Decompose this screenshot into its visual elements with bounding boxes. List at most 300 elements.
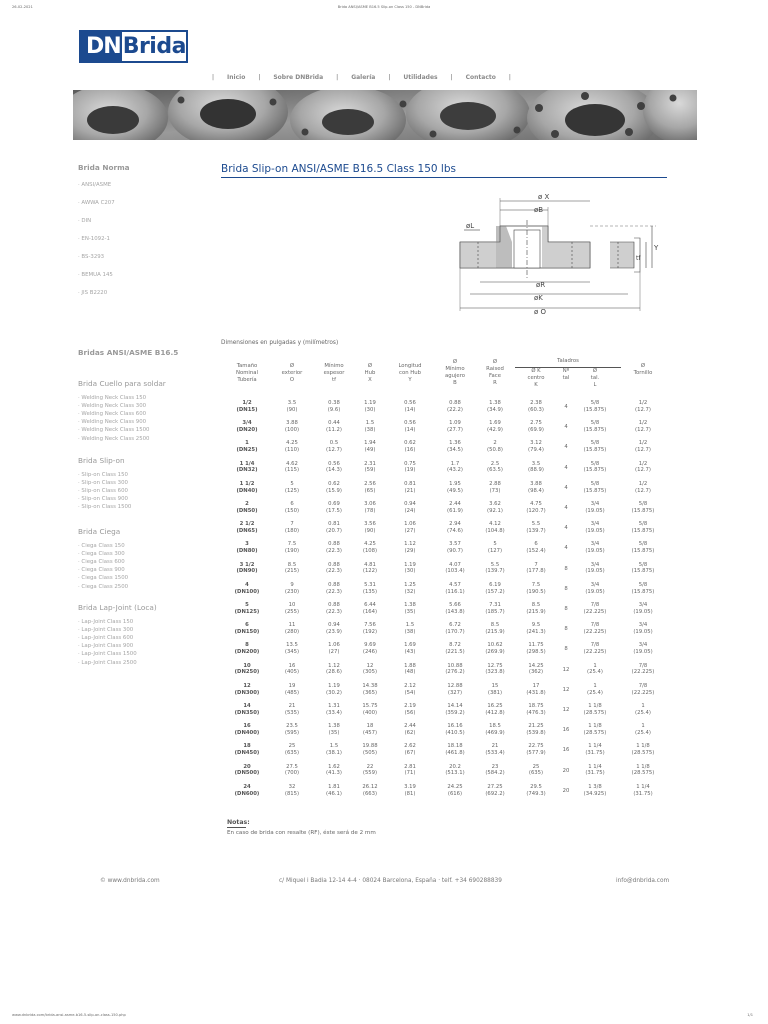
cell-value: (170.7) <box>445 629 465 636</box>
sidebar-link-norma[interactable]: · BEMUA 145 <box>78 272 113 278</box>
cell-value: (25.4) <box>635 730 651 737</box>
table-cell <box>476 743 514 757</box>
cell-value: (88.9) <box>528 467 544 474</box>
cell-value: 4 <box>564 404 568 410</box>
cell-value: (23.9) <box>326 629 342 636</box>
nominal-size-cell <box>225 743 269 757</box>
cell-value: (DN15) <box>236 406 258 413</box>
cell-value: 0.62 <box>404 440 416 447</box>
cell-value: 0.75 <box>404 460 416 467</box>
sidebar-link[interactable]: · Ciega Class 600 <box>78 559 125 566</box>
sidebar-link[interactable]: · Lap-Joint Class 1500 <box>78 651 137 658</box>
cell-value: 1 1/4 <box>588 743 602 750</box>
cell-value: (12.7) <box>635 447 651 454</box>
table-cell <box>559 646 573 653</box>
cell-value: 26.12 <box>362 783 378 790</box>
cell-value: 1 1/4 <box>588 763 602 770</box>
sidebar-link[interactable]: · Welding Neck Class 300 <box>78 403 147 410</box>
cell-value: 1.19 <box>328 682 340 689</box>
sidebar-link[interactable]: · Welding Neck Class 600 <box>78 411 147 418</box>
cell-value: (305) <box>362 669 378 676</box>
cell-value: 27.5 <box>286 763 298 770</box>
cell-value: 18.75 <box>528 703 544 709</box>
cell-value: (150) <box>284 507 300 514</box>
cell-value: (19.05) <box>585 507 605 514</box>
cell-value: 0.88 <box>328 561 340 568</box>
banner-image <box>73 90 697 140</box>
nav-link[interactable]: Contacto <box>465 74 496 81</box>
table-cell <box>392 784 428 798</box>
table-cell <box>515 521 557 535</box>
sidebar-section-title[interactable]: Brida Cuello para soldar <box>78 379 166 388</box>
column-header-line: espesor <box>323 370 345 377</box>
sidebar-link[interactable]: · Ciega Class 150 <box>78 543 125 549</box>
table-cell <box>575 784 615 798</box>
table-cell <box>275 541 309 555</box>
column-header-line: Ø <box>367 363 373 369</box>
cell-value: (152.4) <box>526 548 546 555</box>
table-cell <box>623 743 663 757</box>
cell-value: 1 <box>641 723 645 730</box>
table-cell <box>275 723 309 737</box>
nominal-size-cell <box>225 440 269 454</box>
table-cell <box>435 723 475 737</box>
sidebar-link[interactable]: · Lap-Joint Class 150 <box>78 619 134 625</box>
sidebar-link-norma[interactable]: · DIN <box>78 218 92 224</box>
cell-value: 3/4 <box>638 602 648 608</box>
cell-value: (9.6) <box>327 406 341 413</box>
cell-value: (108) <box>362 548 378 555</box>
cell-value: 1.36 <box>449 440 461 447</box>
cell-value: 21 <box>491 743 499 750</box>
column-header-line: X <box>368 377 372 384</box>
cell-value: 1 1/8 <box>588 723 602 730</box>
column-header <box>575 368 615 389</box>
cell-value: (359.2) <box>445 709 465 716</box>
table-cell <box>275 481 309 495</box>
cell-value: 18 <box>366 723 374 730</box>
table-cell <box>515 703 557 717</box>
table-cell <box>317 663 351 677</box>
sidebar-link[interactable]: · Ciega Class 900 <box>78 567 125 574</box>
table-cell <box>575 481 615 495</box>
table-cell <box>559 525 573 532</box>
sidebar-section-title[interactable]: Brida Slip-on <box>78 456 125 465</box>
sidebar-link-norma[interactable]: · AWWA C207 <box>78 200 115 206</box>
nav-separator: | <box>258 74 261 81</box>
column-header-line: Nº <box>562 368 570 374</box>
sidebar-section-title[interactable]: Brida Ciega <box>78 527 121 536</box>
cell-value: 3/4 <box>590 501 600 507</box>
sidebar-link[interactable]: · Lap-Joint Class 2500 <box>78 659 137 666</box>
cell-value: (190.5) <box>526 588 546 595</box>
cell-value: (700) <box>284 770 300 777</box>
cell-value: 1.81 <box>328 783 340 790</box>
cell-value: 4.75 <box>530 501 542 507</box>
cell-value: 1.38 <box>328 723 340 730</box>
cell-value: (276.2) <box>445 669 465 676</box>
cell-value: (25.4) <box>587 669 603 676</box>
cell-value: (DN20) <box>236 427 258 434</box>
table-cell <box>392 764 428 778</box>
cell-value: (143.8) <box>445 608 465 615</box>
cell-value: 32 <box>288 783 296 790</box>
cell-value: 1/2 <box>242 400 252 406</box>
cell-value: 5/8 <box>590 480 600 487</box>
cell-value: 1.19 <box>364 400 376 406</box>
sidebar-link[interactable]: · Lap-Joint Class 600 <box>78 635 134 642</box>
cell-value: 0.94 <box>328 622 340 629</box>
cell-value: (50.8) <box>487 447 503 454</box>
table-cell <box>476 481 514 495</box>
table-cell <box>515 663 557 677</box>
nav-link[interactable]: Sobre DNBrida <box>273 74 324 81</box>
cell-value: 2.12 <box>404 682 416 689</box>
cell-value: 2.94 <box>449 521 461 528</box>
sidebar-link[interactable]: · Slip-on Class 300 <box>78 480 128 487</box>
sidebar-link[interactable]: · Ciega Class 1500 <box>78 575 129 582</box>
cell-value: 0.44 <box>328 420 340 427</box>
cell-value: 7/8 <box>638 682 648 689</box>
table-cell <box>559 566 573 573</box>
cell-value: 2.75 <box>530 420 542 427</box>
table-cell <box>575 642 615 656</box>
cell-value: 1.25 <box>404 581 416 588</box>
nominal-size-cell <box>225 420 269 434</box>
cell-value: (17.5) <box>326 507 342 514</box>
cell-value: 4.12 <box>489 521 501 528</box>
column-header-line: L <box>593 382 597 389</box>
cell-value: 4 <box>564 444 568 451</box>
cell-value: (215) <box>284 568 300 575</box>
cell-value: 7.5 <box>287 541 297 548</box>
cell-value: 3/4 <box>590 521 600 528</box>
table-cell <box>317 743 351 757</box>
cell-value: 1.19 <box>404 561 416 568</box>
cell-value: 0.56 <box>404 420 416 427</box>
cell-value: (476.3) <box>526 709 546 716</box>
cell-value: 1 1/8 <box>636 743 650 750</box>
table-cell <box>575 703 615 717</box>
table-cell <box>623 683 663 697</box>
table-cell <box>435 602 475 616</box>
nominal-size-cell <box>225 481 269 495</box>
cell-value: 19.88 <box>362 743 378 750</box>
cell-value: 3.06 <box>364 501 376 507</box>
table-cell <box>317 541 351 555</box>
cell-value: (79.4) <box>528 447 544 454</box>
footer-copyright[interactable]: © www.dnbrida.com <box>100 878 160 884</box>
table-cell <box>623 521 663 535</box>
cell-value: 1.06 <box>328 642 340 649</box>
cell-value: 4 <box>564 484 568 491</box>
table-cell <box>623 501 663 515</box>
cell-value: 9.69 <box>364 642 376 649</box>
sidebar-link-norma[interactable]: · EN-1092-1 <box>78 236 110 242</box>
cell-value: 4 <box>564 545 568 552</box>
cell-value: 3.5 <box>531 460 541 467</box>
cell-value: (692.2) <box>485 790 505 797</box>
column-header-line: Ø <box>452 359 458 365</box>
cell-value: (92.1) <box>487 507 503 514</box>
cell-value: (90.7) <box>447 548 463 555</box>
cell-value: (74.6) <box>447 528 463 535</box>
cell-value: (22.3) <box>326 588 342 595</box>
nav-separator: | <box>212 74 215 81</box>
cell-value: 5 <box>290 480 294 487</box>
sidebar-link[interactable]: · Slip-on Class 1500 <box>78 504 132 511</box>
cell-value: (22.225) <box>583 629 607 636</box>
table-cell <box>392 400 428 414</box>
cell-value: 16 <box>562 727 570 734</box>
column-header-line: Ø <box>592 368 598 374</box>
cell-value: 3/4 <box>590 541 600 548</box>
cell-value: 5.66 <box>449 602 461 608</box>
cell-value: 5 <box>245 602 249 608</box>
table-cell <box>559 485 573 492</box>
column-header <box>275 363 309 384</box>
table-cell <box>559 545 573 552</box>
column-header <box>392 363 428 384</box>
dnbrida-logo[interactable] <box>79 30 188 63</box>
cell-value: (59) <box>364 467 376 474</box>
cell-value: (90) <box>364 528 376 535</box>
column-header-line: Y <box>408 377 412 384</box>
cell-value: (21) <box>404 487 416 494</box>
column-header-line: Longitud <box>398 363 422 369</box>
cell-value: 0.56 <box>404 400 416 406</box>
nav-link[interactable]: Inicio <box>227 74 246 81</box>
cell-value: (15.875) <box>631 507 655 514</box>
table-cell <box>575 582 615 596</box>
cell-value: (345) <box>284 649 300 656</box>
sidebar-link-norma[interactable]: · JIS B2220 <box>78 290 108 296</box>
cell-value: (533.4) <box>485 750 505 757</box>
cell-value: 7/8 <box>638 662 648 669</box>
table-cell <box>623 622 663 636</box>
cell-value: (34.5) <box>447 447 463 454</box>
cell-value: 27.25 <box>487 783 503 790</box>
table-cell <box>515 622 557 636</box>
cell-value: 13.5 <box>286 642 298 649</box>
cell-value: (104.8) <box>485 528 505 535</box>
cell-value: (30) <box>404 568 416 575</box>
column-header-line: Tamaño <box>236 363 258 369</box>
cell-value: 16 <box>562 747 570 754</box>
table-cell <box>623 562 663 576</box>
table-cell <box>435 642 475 656</box>
table-cell <box>355 562 385 576</box>
cell-value: (DN125) <box>234 608 260 615</box>
cell-value: (298.5) <box>526 649 546 656</box>
table-cell <box>623 663 663 677</box>
table-cell <box>275 602 309 616</box>
nominal-size-cell <box>225 642 269 656</box>
cell-value: (164) <box>362 608 378 615</box>
cell-value: 1.94 <box>364 440 376 447</box>
cell-value: (35) <box>404 608 416 615</box>
cell-value: 1.38 <box>404 602 416 608</box>
cell-value: (30) <box>364 406 376 413</box>
sidebar-link-norma[interactable]: · BS-3293 <box>78 254 105 260</box>
print-url: www.dnbrida.com/brida-ansi-asme-b16-5-slip-on-class-150.php <box>12 1013 126 1017</box>
table-cell <box>392 420 428 434</box>
sidebar-link[interactable]: · Slip-on Class 600 <box>78 488 128 495</box>
table-cell <box>559 788 573 795</box>
cell-value: (22.2) <box>447 406 463 413</box>
table-cell <box>623 461 663 475</box>
table-cell <box>435 420 475 434</box>
cell-value: (115) <box>284 467 300 474</box>
cell-value: (221.5) <box>445 649 465 656</box>
cell-value: 1.12 <box>404 541 416 548</box>
sidebar-link[interactable]: · Lap-Joint Class 300 <box>78 627 134 634</box>
table-cell <box>476 420 514 434</box>
cell-value: 15.75 <box>362 703 378 709</box>
column-header <box>476 359 514 388</box>
sidebar-link[interactable]: · Slip-on Class 150 <box>78 472 128 478</box>
nav-separator: | <box>450 74 453 81</box>
cell-value: (177.8) <box>526 568 546 575</box>
cell-value: 0.38 <box>328 400 340 406</box>
cell-value: (28.575) <box>631 770 655 777</box>
table-cell <box>275 622 309 636</box>
cell-value: (DN100) <box>234 588 260 595</box>
cell-value: (22.225) <box>631 689 655 696</box>
cell-value: (22.3) <box>326 548 342 555</box>
table-cell <box>435 521 475 535</box>
cell-value: 1.88 <box>404 662 416 669</box>
column-header <box>435 359 475 388</box>
cell-value: (15.875) <box>631 568 655 575</box>
column-header-line: Nominal <box>236 370 258 377</box>
table-cell <box>476 784 514 798</box>
cell-value: 11.75 <box>528 642 544 649</box>
cell-value: 4 <box>564 505 568 511</box>
cell-value: (120.7) <box>526 507 546 514</box>
cell-value: (19.05) <box>585 528 605 535</box>
column-header-line: agujero <box>445 373 465 380</box>
cell-value: 20 <box>562 787 570 794</box>
table-cell <box>435 541 475 555</box>
footer-email[interactable]: info@dnbrida.com <box>616 878 670 884</box>
cell-value: (280) <box>284 629 300 636</box>
sidebar-link[interactable]: · Welding Neck Class 2500 <box>78 435 150 442</box>
table-cell <box>559 707 573 714</box>
cell-value: (15.875) <box>631 528 655 535</box>
cell-value: 1/2 <box>638 420 648 427</box>
sidebar-link[interactable]: · Welding Neck Class 150 <box>78 395 147 401</box>
sidebar-link[interactable]: · Welding Neck Class 900 <box>78 419 147 426</box>
cell-value: 6.72 <box>449 622 461 629</box>
cell-value: (DN250) <box>234 669 260 676</box>
cell-value: 4 <box>564 525 568 532</box>
cell-value: (410.5) <box>445 730 465 737</box>
table-cell <box>392 703 428 717</box>
footer-address: c/ Miquel i Badia 12-14 4-4 · 08024 Barcelona, España · telf. +34 690288839 <box>279 878 502 884</box>
table-cell <box>515 501 557 515</box>
cell-value: (15.9) <box>326 487 342 494</box>
table-cell <box>575 683 615 697</box>
nav-link[interactable]: Galería <box>351 74 376 81</box>
cell-value: 4 <box>245 581 249 588</box>
table-cell <box>575 602 615 616</box>
cell-value: (365) <box>362 689 378 696</box>
column-header-line: Ø K <box>531 368 541 374</box>
cell-value: 1 1/4 <box>636 783 650 790</box>
table-cell <box>392 743 428 757</box>
sidebar-link[interactable]: · Ciega Class 300 <box>78 551 125 558</box>
dimensions-caption: Dimensiones en pulgadas y (milímetros) <box>221 340 339 346</box>
table-cell <box>355 521 385 535</box>
cell-value: 5/8 <box>638 521 648 528</box>
cell-value: (DN400) <box>234 730 260 737</box>
cell-value: (DN90) <box>236 568 258 575</box>
cell-value: 5 <box>493 541 497 548</box>
column-header-line: Mínimo <box>445 366 465 373</box>
cell-value: (15.875) <box>631 588 655 595</box>
sidebar-link[interactable]: · Ciega Class 2500 <box>78 583 129 590</box>
cell-value: (DN32) <box>236 467 258 474</box>
cell-value: (34.925) <box>583 790 607 797</box>
cell-value: 8 <box>564 626 568 633</box>
cell-value: 0.94 <box>404 501 416 507</box>
cell-value: (323.8) <box>485 669 505 676</box>
table-cell <box>559 687 573 694</box>
cell-value: (33.4) <box>326 709 342 716</box>
cell-value: (616) <box>447 790 463 797</box>
nominal-size-cell <box>225 784 269 798</box>
cell-value: (34.9) <box>487 406 503 413</box>
column-header-line: Ø <box>640 363 646 369</box>
table-cell <box>476 723 514 737</box>
cell-value: 4.62 <box>286 460 298 467</box>
column-header-line: con Hub <box>399 370 421 377</box>
nav-link[interactable]: Utilidades <box>403 74 438 81</box>
cell-value: 8.5 <box>287 561 297 568</box>
table-cell <box>275 440 309 454</box>
sidebar-link[interactable]: · Welding Neck Class 1500 <box>78 427 150 434</box>
sidebar-section-title[interactable]: Brida Lap-Joint (Loca) <box>78 603 157 612</box>
cell-value: (27.7) <box>447 427 463 434</box>
table-cell <box>575 461 615 475</box>
cell-value: (62) <box>404 730 416 737</box>
print-title: Brida ANSI/ASME B16.5 Slip-on Class 150 - DNBrida <box>337 5 431 9</box>
table-cell <box>515 683 557 697</box>
column-header-line: centro <box>527 375 545 382</box>
cell-value: (485) <box>284 689 300 696</box>
nominal-size-cell <box>225 521 269 535</box>
diagram-label-o: ø O <box>534 308 547 316</box>
cell-value: (469.9) <box>485 730 505 737</box>
table-cell <box>559 444 573 451</box>
sidebar-link[interactable]: · Slip-on Class 900 <box>78 496 128 503</box>
cell-value: 5/8 <box>638 541 648 548</box>
sidebar-link[interactable]: · Lap-Joint Class 900 <box>78 643 134 650</box>
sidebar-link-norma[interactable]: · ANSI/ASME <box>78 182 112 188</box>
nominal-size-cell <box>225 541 269 555</box>
cell-value: (56) <box>404 709 416 716</box>
cell-value: 1.5 <box>329 743 339 750</box>
table-cell <box>515 440 557 454</box>
page-title: Brida Slip-on ANSI/ASME B16.5 Class 150 lbs <box>221 163 456 175</box>
cell-value: (29) <box>404 548 416 555</box>
cell-value: (63.5) <box>487 467 503 474</box>
notes-title: Notas: <box>227 819 250 826</box>
table-cell <box>559 747 573 754</box>
table-cell <box>392 461 428 475</box>
cell-value: 23.5 <box>286 723 298 730</box>
